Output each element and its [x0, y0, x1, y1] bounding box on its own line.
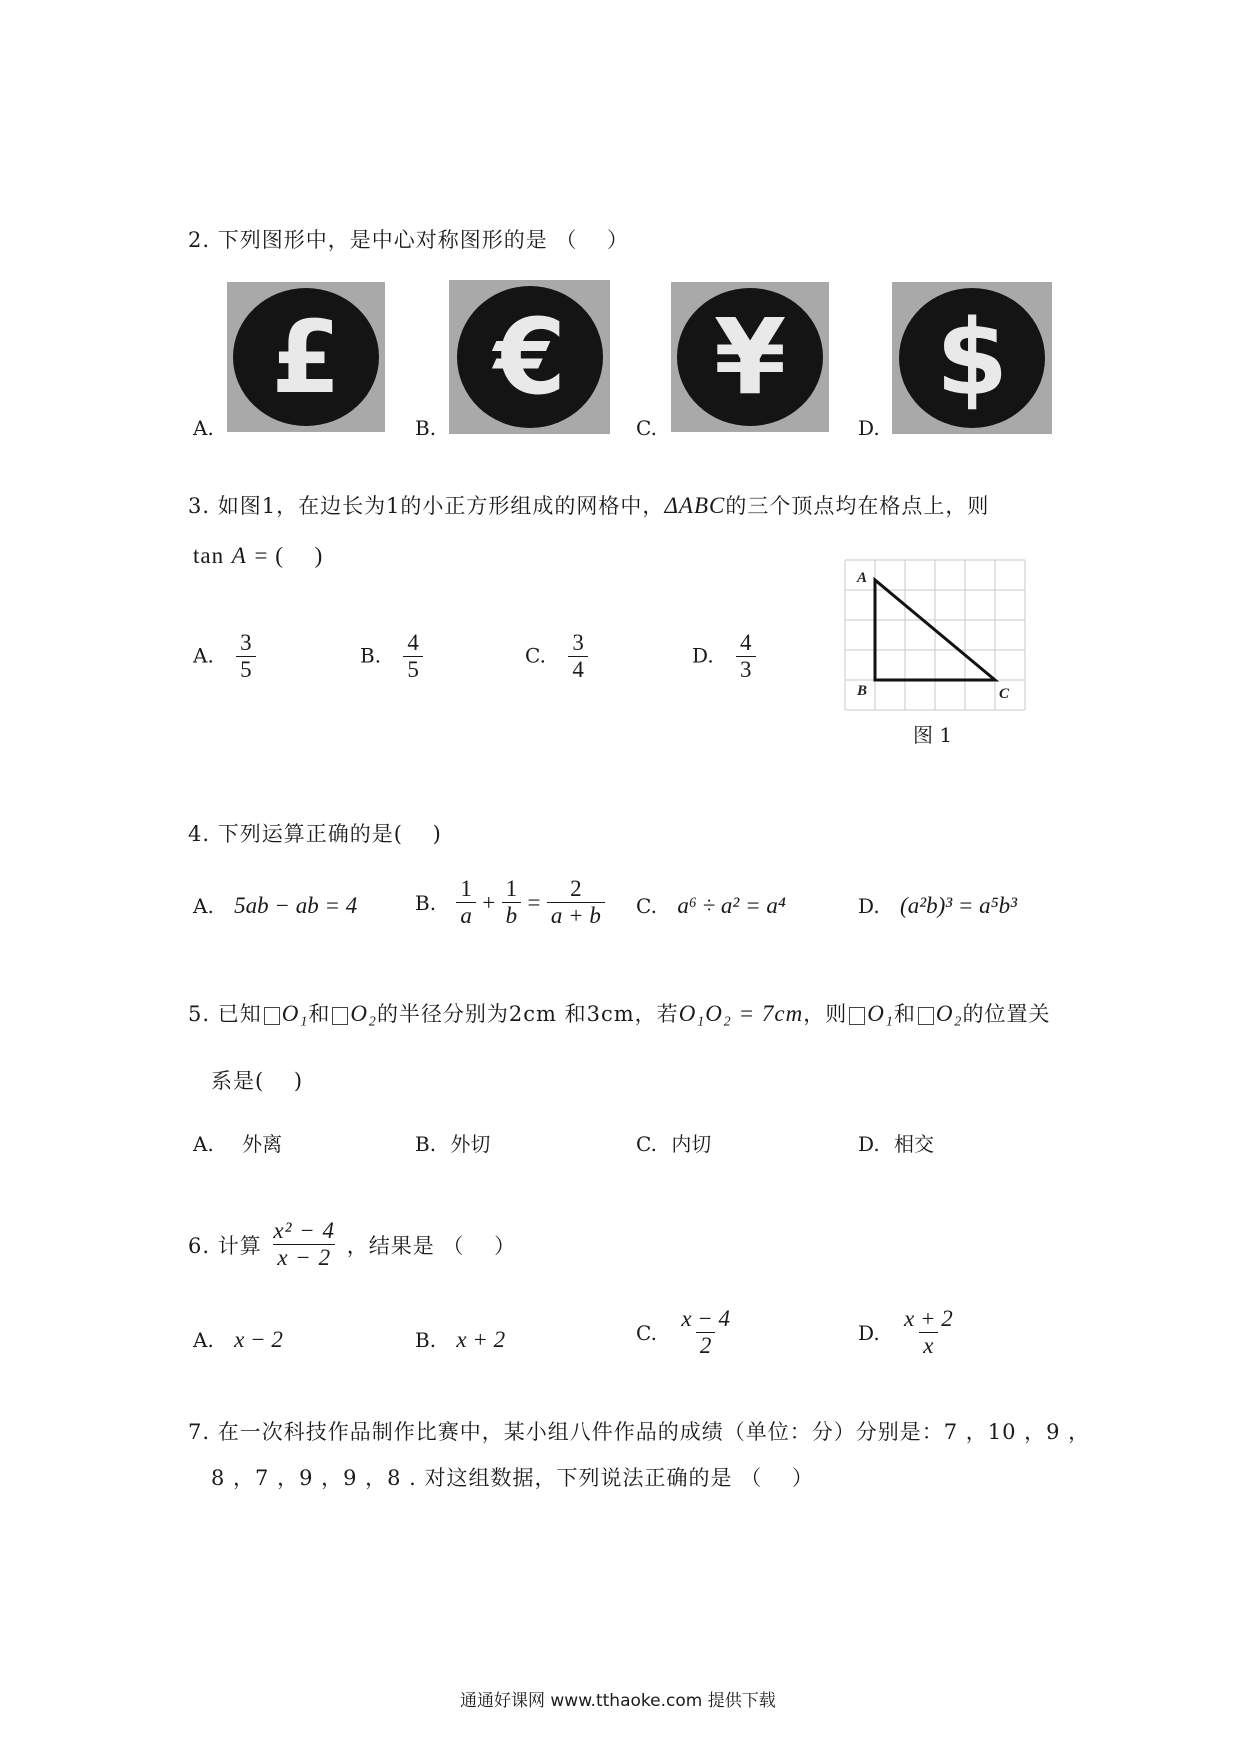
q6-suffix: ，结果是 （ ）: [346, 1233, 517, 1258]
frac-den: 2: [696, 1332, 716, 1359]
vertex-c-label: C: [999, 686, 1010, 702]
option-label: D.: [692, 643, 714, 668]
question-7-line1: 7. 在一次科技作品制作比赛中，某小组八件作品的成绩（单位：分）分别是：7 ，10 ，9 ，: [188, 1420, 1091, 1444]
q5-text-6: 的位置关: [962, 1002, 1051, 1026]
question-5-line1: [188, 998, 1050, 1028]
frac-num: 3: [572, 630, 584, 655]
option-label: D.: [858, 1132, 880, 1156]
frac-num: 2: [570, 876, 582, 901]
q5-option-a: [193, 1128, 282, 1157]
q3-text: 3. 如图1，在边长为1的小正方形组成的网格中，: [188, 494, 665, 518]
q6-prefix: 6. 计算: [188, 1233, 262, 1258]
option-label: D.: [858, 894, 880, 918]
q3-option-d: [692, 630, 756, 684]
q5-text-1: 5. 已知: [188, 1002, 262, 1026]
q5-option-d: [858, 1128, 934, 1157]
plus-sign: +: [482, 889, 496, 915]
frac-num: 4: [407, 630, 419, 655]
frac-den: 5: [236, 656, 256, 683]
option-label: C.: [525, 643, 546, 668]
frac-den: a + b: [547, 902, 605, 929]
q6-option-d: [858, 1306, 957, 1360]
question-2-text: 2. 下列图形中，是中心对称图形的是 （ ）: [188, 228, 630, 252]
option-label: A.: [193, 416, 214, 440]
frac-den: x: [919, 1332, 937, 1359]
q5-text-2: 和: [308, 1002, 331, 1026]
frac-num: 3: [240, 630, 252, 655]
question-4-text: 4. 下列运算正确的是( ): [188, 822, 442, 846]
pound-coin-icon: [227, 282, 385, 432]
q5-text-4: ，则: [803, 1002, 848, 1026]
vertex-b-label: B: [857, 683, 868, 699]
frac-num: x + 2: [904, 1306, 953, 1331]
coin-glyph: ¥: [713, 296, 787, 418]
center-distance: O₁O₂ = 7cm: [678, 1001, 804, 1026]
circle-symbol-icon: [918, 1007, 934, 1025]
question-3-line1: [188, 490, 989, 520]
option-label: B.: [415, 890, 437, 915]
option-label: D.: [858, 416, 880, 440]
frac-den: a: [456, 902, 476, 929]
option-label: B.: [415, 416, 437, 440]
figure-caption: 图 1: [913, 723, 953, 747]
angle-var: A: [231, 543, 247, 568]
expression: 5ab − ab = 4: [234, 893, 358, 918]
frac-num: x² − 4: [273, 1218, 336, 1243]
expression: x − 2: [234, 1327, 283, 1352]
option-label: C.: [636, 416, 657, 440]
frac-num: 4: [740, 630, 752, 655]
q6-option-c: [636, 1306, 734, 1360]
grid-triangle-diagram: [835, 555, 1035, 715]
option-label: B.: [415, 1328, 437, 1352]
question-6-text: [188, 1218, 516, 1272]
dollar-coin-icon: [892, 282, 1052, 434]
q5-text-3: 的半径分别为2cm 和3cm，若: [376, 1002, 679, 1026]
question-5-line2: 系是( ): [211, 1069, 304, 1093]
q3-text-tail: 的三个顶点均在格点上，则: [725, 494, 990, 518]
frac-den: 5: [403, 656, 423, 683]
expression: a⁶ ÷ a² = a⁴: [677, 893, 786, 918]
option-text: 内切: [671, 1132, 712, 1156]
circle-o1: O₁: [281, 1001, 309, 1026]
option-label: A.: [193, 643, 214, 668]
option-text: 外切: [450, 1132, 491, 1156]
option-label: C.: [636, 894, 657, 918]
option-label: C.: [636, 1320, 657, 1345]
option-label: A.: [193, 1132, 214, 1156]
option-label: B.: [360, 643, 382, 668]
option-label: B.: [415, 1132, 437, 1156]
q5-text-5: 和: [893, 1002, 916, 1026]
euro-coin-icon: [449, 280, 610, 434]
q5-option-c: [636, 1128, 711, 1157]
coin-glyph: €: [493, 296, 567, 418]
option-label: C.: [636, 1132, 657, 1156]
option-label: D.: [858, 1320, 880, 1345]
q4-option-d: [858, 893, 1017, 919]
q3-option-b: [360, 630, 423, 684]
q4-option-c: [636, 893, 786, 919]
coin-glyph: $: [935, 297, 1009, 419]
circle-symbol-icon: [264, 1007, 280, 1025]
q6-option-a: [193, 1327, 283, 1353]
option-label: A.: [193, 894, 214, 918]
frac-num: 1: [460, 876, 472, 901]
expression: x + 2: [456, 1327, 506, 1352]
q3-option-a: [193, 630, 256, 684]
option-text: 外离: [242, 1132, 283, 1156]
question-3-line2: [193, 537, 323, 570]
tan-label: tan: [193, 543, 225, 568]
frac-den: 4: [568, 656, 588, 683]
frac-num: 1: [505, 876, 518, 901]
circle-o1: O₁: [867, 1001, 894, 1026]
option-label: A.: [193, 1328, 214, 1352]
circle-symbol-icon: [849, 1007, 865, 1025]
q6-option-b: [415, 1327, 505, 1353]
vertex-a-label: A: [857, 570, 868, 586]
frac-den: b: [502, 902, 522, 929]
frac-den: 3: [736, 656, 756, 683]
question-7-line2: 8 ，7 ，9 ，9 ，8 . 对这组数据，下列说法正确的是 （ ）: [211, 1466, 814, 1490]
q5-option-b: [415, 1128, 490, 1157]
coin-glyph: £: [271, 298, 341, 416]
q3-line2-tail: = ( ): [254, 543, 324, 568]
circle-o2: O₂: [350, 1001, 377, 1026]
expression: (a²b)³ = a⁵b³: [900, 893, 1018, 918]
frac-num: x − 4: [681, 1306, 731, 1331]
footer-watermark: 通通好课网 www.tthaoke.com 提供下载: [460, 1691, 776, 1711]
circle-o2: O₂: [935, 1001, 963, 1026]
triangle-label: ΔABC: [664, 493, 726, 518]
yen-coin-icon: [671, 282, 829, 432]
equals-sign: =: [527, 889, 541, 915]
q3-option-c: [525, 630, 588, 684]
circle-symbol-icon: [332, 1007, 348, 1025]
q4-option-b: [415, 876, 605, 930]
q4-option-a: [193, 893, 357, 919]
figure-1: [835, 555, 1035, 755]
frac-den: x − 2: [273, 1244, 335, 1271]
option-text: 相交: [894, 1132, 935, 1156]
